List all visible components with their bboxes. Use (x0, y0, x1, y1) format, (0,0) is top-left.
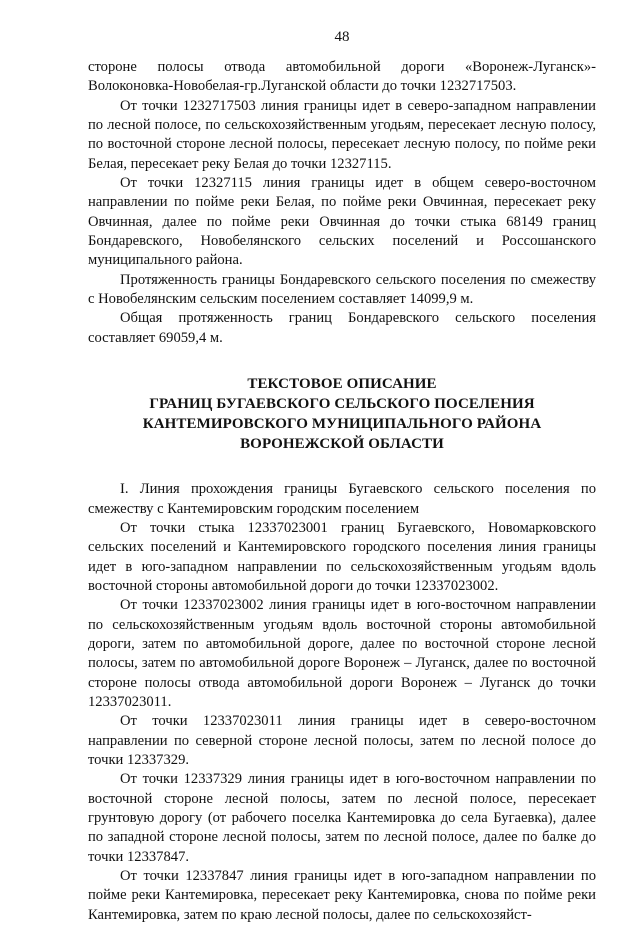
paragraph: От точки 12337329 линия границы идет в юго-восточном направлении по восточной стороне лесной полосы, затем по лесной полосе, пересекает грунтовую дорогу (от рабочего поселка Кантемировка до села Бугаевка), далее по западной стороне лесной полосы, затем по лесной полосе, далее по балке до точки 12337847. (88, 771, 596, 865)
paragraph: От точки 12337023002 линия границы идет в юго-восточном направлении по сельскохозяйственным угодьям вдоль восточной стороны автомобильной дороги, затем по автомобильной дороге, далее по восточной стороне лесной полосы, затем по автомобильной дороге Воронеж – Луганск, далее по восточной стороне полосы отвода автомобильной дороги Воронеж – Луганск до точки 12337023011. (88, 597, 596, 710)
paragraph: I. Линия прохождения границы Бугаевского сельского поселения по смежеству с Кантемировским городским поселением (88, 481, 596, 517)
paragraph: От точки стыка 12337023001 границ Бугаевского, Новомарковского сельских поселений и Кантемировского городского поселения линия границы идет в юго-западном направлении по сельскохозяйственным угодьям вдоль восточной стороны автомобильной дороги до точки 12337023002. (88, 519, 596, 594)
page-number: 48 (334, 29, 350, 45)
paragraph: От точки 1232717503 линия границы идет в северо-западном направлении по лесной полосе, по сельскохозяйственным угодьям, пересекает лесную полосу, по восточной стороне лесной полосы, пересекает лесную полосу, по пойме реки Белая, пересекает реку Белая до точки 12327115. (88, 97, 596, 172)
heading-line: КАНТЕМИРОВСКОГО МУНИЦИПАЛЬНОГО РАЙОНА (142, 416, 542, 433)
section-heading (88, 374, 596, 454)
paragraph: От точки 12327115 линия границы идет в общем северо-восточном направлении по пойме реки Белая, по пойме реки Овчинная, пересекает реку Овчинная, далее по пойме реки Овчинная до точки стыка 68149 границ Бондаревского, Новобелянского сельских поселений и Россошанского муниципального района. (88, 175, 596, 269)
paragraph: Протяженность границы Бондаревского сельского поселения по смежеству с Новобелянским сельским поселением составляет 14099,9 м. (88, 271, 596, 308)
document-page (88, 28, 596, 925)
paragraph: От точки 12337023011 линия границы идет в северо-восточном направлении по северной стороне лесной полосы, затем по лесной полосе до точки 12337329. (88, 713, 596, 768)
paragraph: стороне полосы отвода автомобильной дороги «Воронеж-Луганск»- Волоконовка-Новобелая-гр.Луганской области до точки 1232717503. (88, 59, 596, 95)
heading-line: ТЕКСТОВОЕ ОПИСАНИЕ (247, 376, 437, 393)
heading-line: ГРАНИЦ БУГАЕВСКОГО СЕЛЬСКОГО ПОСЕЛЕНИЯ (149, 396, 535, 413)
paragraph: Общая протяженность границ Бондаревского сельского поселения составляет 69059,4 м. (88, 310, 596, 346)
heading-line: ВОРОНЕЖСКОЙ ОБЛАСТИ (240, 436, 444, 453)
paragraph: От точки 12337847 линия границы идет в юго-западном направлении по пойме реки Кантемировка, пересекает реку Кантемировка, снова по пойме реки Кантемировка, затем по краю лесной полосы, далее по сельскохозяйст- (88, 868, 596, 923)
